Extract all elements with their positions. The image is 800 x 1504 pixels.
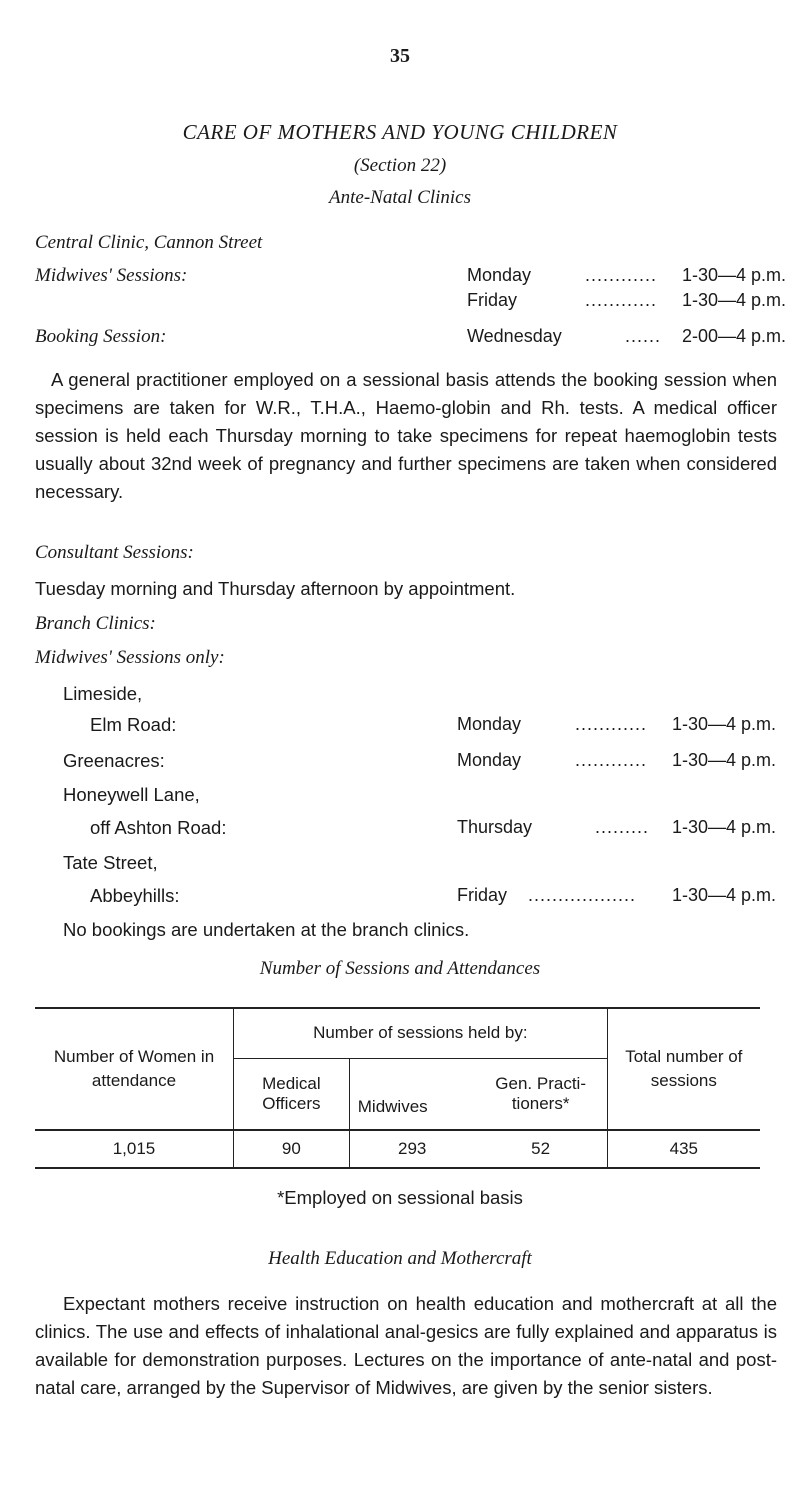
- leader-dots: ............: [585, 265, 658, 285]
- session-day: Monday: [457, 714, 522, 734]
- session-time: 1-30—4 p.m.: [672, 817, 777, 837]
- session-day: Thursday: [457, 817, 533, 837]
- session-time: 1-30—4 p.m.: [672, 714, 777, 734]
- leader-dots: .........: [595, 817, 650, 837]
- header-women: [35, 1008, 234, 1130]
- session-day: Friday: [457, 885, 508, 905]
- page-title: CARE OF MOTHERS AND YOUNG CHILDREN: [182, 120, 618, 144]
- header-midwives: [349, 1058, 474, 1130]
- leader-dots: ............: [575, 750, 648, 770]
- clinic-location-line2: Abbeyhills:: [90, 885, 180, 906]
- table-footnote: *Employed on sessional basis: [277, 1187, 523, 1208]
- cell-medical: 90: [234, 1130, 350, 1168]
- header-gp: [475, 1058, 608, 1130]
- cell-women: 1,015: [35, 1130, 234, 1168]
- cell-total: 435: [607, 1130, 760, 1168]
- header-midwives-label: Midwives: [357, 1097, 428, 1116]
- header-held-by: [234, 1008, 608, 1058]
- clinic-location-line2: Elm Road:: [90, 714, 177, 735]
- session-time: 1-30—4 p.m.: [672, 885, 777, 905]
- central-clinic-heading: Central Clinic, Cannon Street: [35, 232, 263, 253]
- leader-dots: ......: [625, 326, 662, 346]
- header-medical: [234, 1058, 350, 1130]
- page-number: 35: [390, 45, 410, 67]
- consultant-heading: Consultant Sessions:: [35, 542, 194, 563]
- section-reference: (Section 22): [353, 155, 447, 176]
- header-total: [607, 1008, 760, 1130]
- health-education-heading: Health Education and Mothercraft: [268, 1248, 532, 1269]
- session-time: 2-00—4 p.m.: [682, 326, 787, 346]
- session-time: 1-30—4 p.m.: [682, 265, 787, 285]
- session-day: Monday: [457, 750, 522, 770]
- header-held-by-label: Number of sessions held by:: [313, 1023, 528, 1043]
- branch-clinics-heading: Branch Clinics:: [35, 613, 156, 634]
- session-time: 1-30—4 p.m.: [682, 290, 787, 310]
- cell-gp: 52: [475, 1130, 608, 1168]
- subtitle: Ante-Natal Clinics: [329, 187, 471, 208]
- clinic-location-line1: Tate Street,: [63, 852, 158, 873]
- session-day: Friday: [467, 290, 518, 310]
- health-education-paragraph: Expectant mothers receive instruction on health education and mothercraft at all the clinics. The use and effects of inhalational anal-gesics are fully explained and apparatus is available for demonstration purposes. Lectures on the importance of ante-natal and post-natal care, arranged by the Supervisor of Midwives, are given by the senior sisters.: [35, 1293, 777, 1398]
- clinic-location-line2: Greenacres:: [63, 750, 165, 771]
- branch-midwives-subheading: Midwives' Sessions only:: [35, 647, 225, 668]
- session-time: 1-30—4 p.m.: [672, 750, 777, 770]
- header-women-label: Number of Women in attendance: [53, 1047, 215, 1090]
- header-gp-label: Gen. Practi-tioners*: [495, 1073, 586, 1113]
- consultant-text: Tuesday morning and Thursday afternoon by appointment.: [35, 578, 516, 599]
- header-medical-label: Medical Officers: [262, 1073, 321, 1113]
- leader-dots: ............: [575, 714, 648, 734]
- session-day: Wednesday: [467, 326, 562, 346]
- clinic-location-line1: Honeywell Lane,: [63, 784, 200, 805]
- table-title: Number of Sessions and Attendances: [259, 958, 541, 979]
- branch-note: No bookings are undertaken at the branch clinics.: [63, 919, 470, 940]
- leader-dots: ............: [585, 290, 658, 310]
- booking-session-label: Booking Session:: [35, 326, 167, 347]
- leader-dots: ..................: [528, 885, 637, 905]
- session-day: Monday: [467, 265, 532, 285]
- midwives-sessions-label: Midwives' Sessions:: [35, 265, 188, 286]
- clinic-location-line2: off Ashton Road:: [90, 817, 227, 838]
- header-total-label: Total number of sessions: [625, 1047, 743, 1090]
- gp-paragraph: A general practitioner employed on a sessional basis attends the booking session when specimens are taken for W.R., T.H.A., Haemo-globin and Rh. tests. A medical officer session is held each Thursday morning to take specimens for repeat haemoglobin tests usually about 32nd week of pregnancy and further specimens are taken when considered necessary.: [35, 369, 777, 502]
- cell-midwives: 293: [349, 1130, 474, 1168]
- clinic-location-line1: Limeside,: [63, 683, 143, 704]
- sessions-table: [35, 1007, 760, 1169]
